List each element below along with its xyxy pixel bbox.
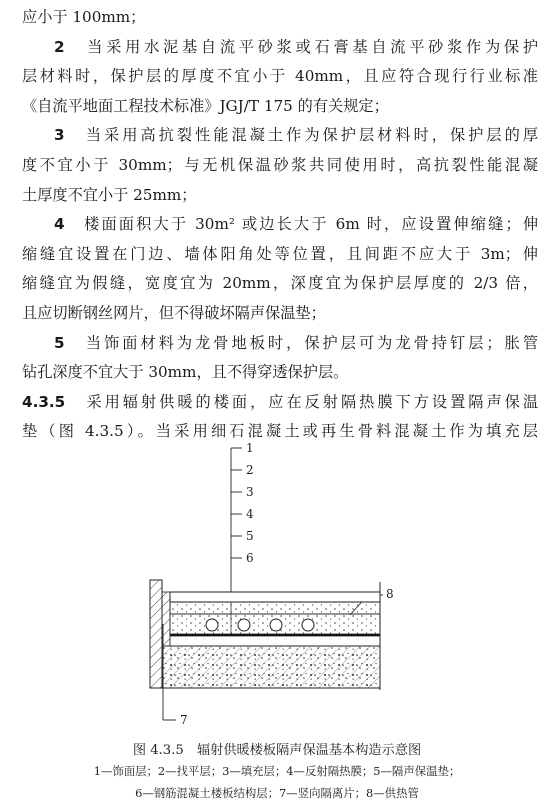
clause-4-line-2: 缩缝宜设置在门边、墙体阳角处等位置，且间距不应大于 3m；伸 <box>22 244 538 263</box>
label-5: 5 <box>246 529 254 543</box>
figure-legend-line-1: 1—饰面层；2—找平层；3—填充层；4—反射隔热膜；5—隔声保温垫； <box>93 764 461 778</box>
figure-caption: 图 4.3.5 辐射供暖楼板隔声保温基本构造示意图 <box>132 743 422 758</box>
clause-3-line-2: 度不宜小于 30mm；与无机保温砂浆共同使用时，高抗裂性能混凝 <box>22 155 538 174</box>
label-2: 2 <box>246 463 254 477</box>
section-4-3-5-line-1: 4.3.5 采用辐射供暖的楼面，应在反射隔热膜下方设置隔声保温 <box>22 392 538 411</box>
clause-5-line-1: 5 当饰面材料为龙骨地板时，保护层可为龙骨持钉层；胀管 <box>54 333 538 352</box>
clause-4-line-4: 且应切断钢丝网片，但不得破坏隔声保温垫； <box>22 303 326 322</box>
section-4-3-5-line-2: 垫（图 4.3.5）。当采用细石混凝土或再生骨料混凝土作为填充层 <box>22 422 538 441</box>
clause-3-line-3: 土厚度不宜小于 25mm； <box>22 185 197 204</box>
body-text <box>22 3 538 447</box>
clause-2-line-2: 层材料时，保护层的厚度不宜小于 40mm，且应符合现行行业标准 <box>22 67 538 86</box>
label-6: 6 <box>246 551 254 565</box>
label-3: 3 <box>246 485 254 499</box>
figure-legend-line-2: 6—钢筋混凝土楼板结构层；7—竖向隔离片；8—供热管 <box>135 786 419 800</box>
label-4: 4 <box>246 507 254 521</box>
para-line-1: 应小于 100mm； <box>22 8 146 26</box>
label-8: 8 <box>386 587 394 601</box>
clause-2-line-3: 《自流平地面工程技术标准》JGJ/T 175 的有关规定； <box>22 96 389 115</box>
screed-layer <box>170 602 380 614</box>
label-7: 7 <box>180 713 188 727</box>
label-1: 1 <box>246 441 254 455</box>
insulation-pad <box>170 636 380 646</box>
clause-5-line-2: 钻孔深度不宜大于 30mm，且不得穿透保护层。 <box>22 363 349 382</box>
floor-construction-diagram <box>0 432 554 732</box>
finish-layer <box>170 592 380 602</box>
clause-4-line-1: 4 楼面面积大于 30m² 或边长大于 6m 时，应设置伸缩缝；伸 <box>54 215 538 234</box>
clause-3-line-1: 3 当采用高抗裂性能混凝土作为保护层材料时，保护层的厚 <box>54 126 538 145</box>
clause-2-line-1: 2 当采用水泥基自流平砂浆或石膏基自流平砂浆作为保护 <box>54 37 538 56</box>
clause-4-line-3: 缩缝宜为假缝，宽度宜为 20mm，深度宜为保护层厚度的 2/3 倍， <box>22 274 538 293</box>
